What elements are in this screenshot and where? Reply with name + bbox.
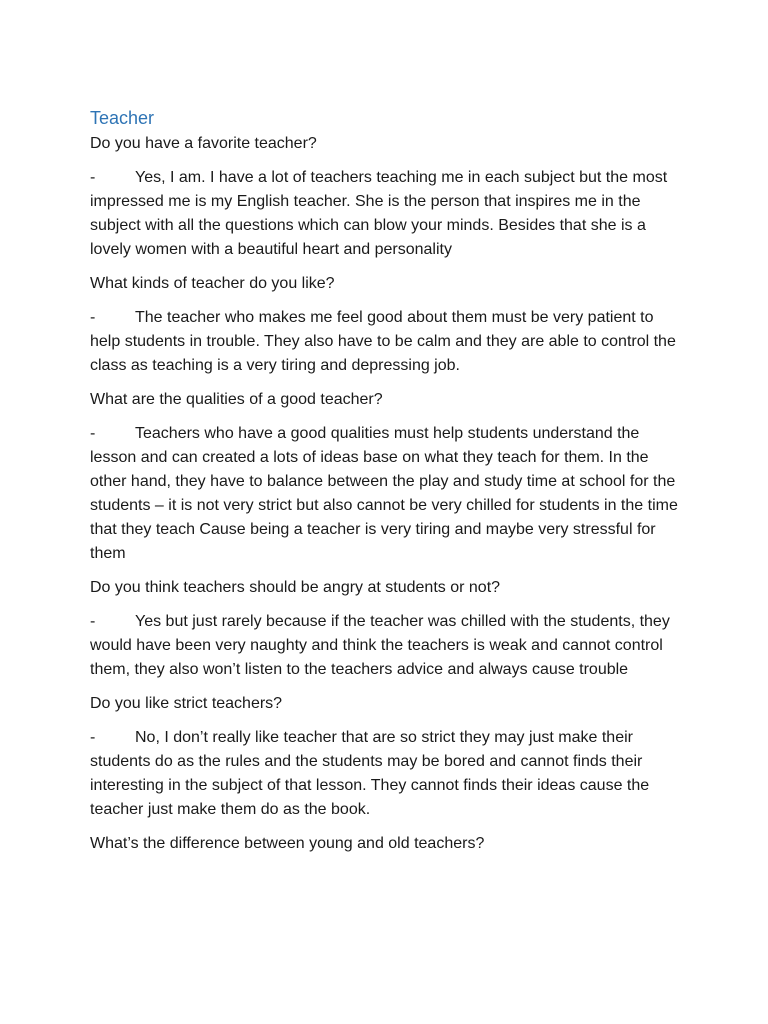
document-title: Teacher — [90, 108, 155, 128]
question-2: What kinds of teacher do you like? — [90, 275, 335, 292]
answer-4 — [90, 610, 685, 682]
bullet-marker: - — [90, 613, 96, 630]
document-page — [90, 105, 685, 866]
question-4: Do you think teachers should be angry at students or not? — [90, 579, 501, 596]
answer-2 — [90, 306, 685, 378]
bullet-marker: - — [90, 425, 96, 442]
bullet-marker: - — [90, 169, 96, 186]
answer-text: Teachers who have a good qualities must help students understand the lesson and can created a lots of ideas base on what they teach for them. In the other hand, they have to balance between the play and study time at school for the students – it is not very strict but also cannot be very chilled for students in the time that they teach Cause being a teacher is very tiring and maybe very stressful for them — [90, 425, 678, 562]
answer-1 — [90, 166, 685, 262]
answer-3 — [90, 422, 685, 566]
answer-text: The teacher who makes me feel good about them must be very patient to help students in trouble. They also have to be calm and they are able to control the class as teaching is a very tiring and depressing job. — [90, 309, 676, 374]
question-6: What’s the difference between young and old teachers? — [90, 835, 485, 852]
question-5: Do you like strict teachers? — [90, 695, 283, 712]
question-3: What are the qualities of a good teacher? — [90, 391, 383, 408]
answer-text: Yes, I am. I have a lot of teachers teaching me in each subject but the most impressed me is my English teacher. She is the person that inspires me in the subject with all the questions which can blow your minds. Besides that she is a lovely women with a beautiful heart and personality — [90, 169, 668, 258]
bullet-marker: - — [90, 309, 96, 326]
bullet-marker: - — [90, 729, 96, 746]
answer-5 — [90, 726, 685, 822]
answer-text: Yes but just rarely because if the teacher was chilled with the students, they would have been very naughty and think the teachers is weak and cannot control them, they also won’t listen to the teachers advice and always cause trouble — [90, 613, 670, 678]
question-1: Do you have a favorite teacher? — [90, 135, 317, 152]
answer-text: No, I don’t really like teacher that are so strict they may just make their students do as the rules and the students may be bored and cannot finds their interesting in the subject of that lesson. They cannot finds their ideas cause the teacher just make them do as the book. — [90, 729, 650, 818]
